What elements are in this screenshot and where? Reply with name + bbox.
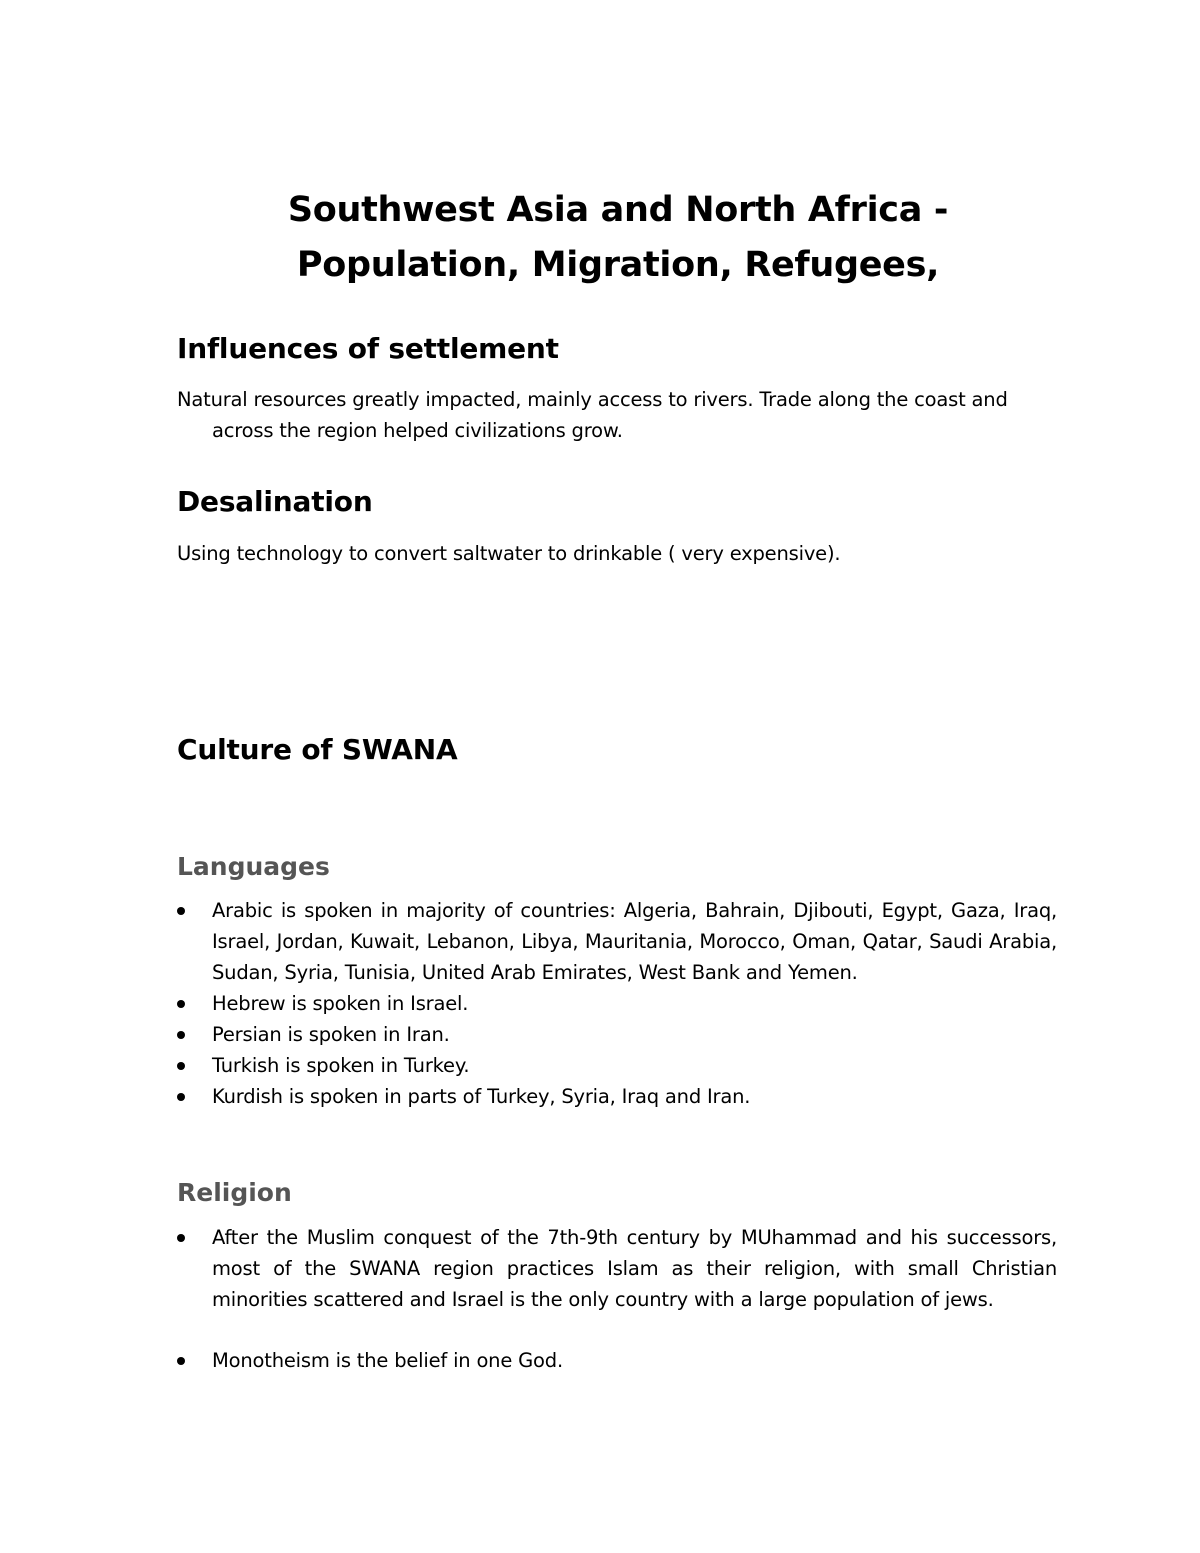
- list-item: [177, 1222, 1057, 1315]
- title-line-2: Population, Migration, Refugees,: [296, 245, 940, 285]
- languages-list: [177, 895, 1057, 1112]
- list-item: [177, 895, 1057, 988]
- list-item: [177, 1019, 1057, 1050]
- list-item-text: Kurdish is spoken in parts of Turkey, Syria, Iraq and Iran.: [212, 1085, 751, 1108]
- list-item: [177, 988, 1057, 1019]
- religion-list: [177, 1222, 1057, 1376]
- list-item-text: Hebrew is spoken in Israel.: [212, 992, 469, 1015]
- list-item-text: Persian is spoken in Iran.: [212, 1023, 450, 1046]
- bullet-icon: [177, 907, 185, 915]
- heading-religion: Religion: [177, 1178, 292, 1207]
- list-item-text: Monotheism is the belief in one God.: [212, 1349, 563, 1372]
- list-item: [177, 1345, 1057, 1376]
- bullet-icon: [177, 1062, 185, 1070]
- list-item-text: After the Muslim conquest of the 7th-9th century by MUhammad and his successors, most of the SWANA region practices Islam as their religion, with small Christian minorities scattered and Israel is the only country with a large population of jews.: [212, 1226, 1057, 1311]
- bullet-icon: [177, 1357, 185, 1365]
- list-item-text: Turkish is spoken in Turkey.: [212, 1054, 470, 1077]
- bullet-icon: [177, 1031, 185, 1039]
- document-title: [150, 183, 1086, 293]
- desalination-paragraph: Using technology to convert saltwater to drinkable ( very expensive).: [177, 542, 841, 565]
- bullet-icon: [177, 1000, 185, 1008]
- settlement-paragraph: Natural resources greatly impacted, mainly access to rivers. Trade along the coast and across the region helped civilizations grow.: [177, 388, 1008, 442]
- heading-culture-of-swana: Culture of SWANA: [177, 733, 458, 766]
- bullet-icon: [177, 1093, 185, 1101]
- bullet-icon: [177, 1234, 185, 1242]
- heading-languages: Languages: [177, 852, 330, 881]
- list-item-text: Arabic is spoken in majority of countries: Algeria, Bahrain, Djibouti, Egypt, Gaza, Iraq, Israel, Jordan, Kuwait, Lebanon, Libya, Mauritania, Morocco, Oman, Qatar, Saudi Arabia, Sudan, Syria, Tunisia, United Arab Emirates, West Bank and Yemen.: [212, 899, 1057, 984]
- list-item: [177, 1050, 1057, 1081]
- title-line-1: Southwest Asia and North Africa -: [287, 190, 949, 230]
- heading-desalination: Desalination: [177, 485, 373, 518]
- heading-influences-of-settlement: Influences of settlement: [177, 332, 559, 365]
- list-item: [177, 1081, 1057, 1112]
